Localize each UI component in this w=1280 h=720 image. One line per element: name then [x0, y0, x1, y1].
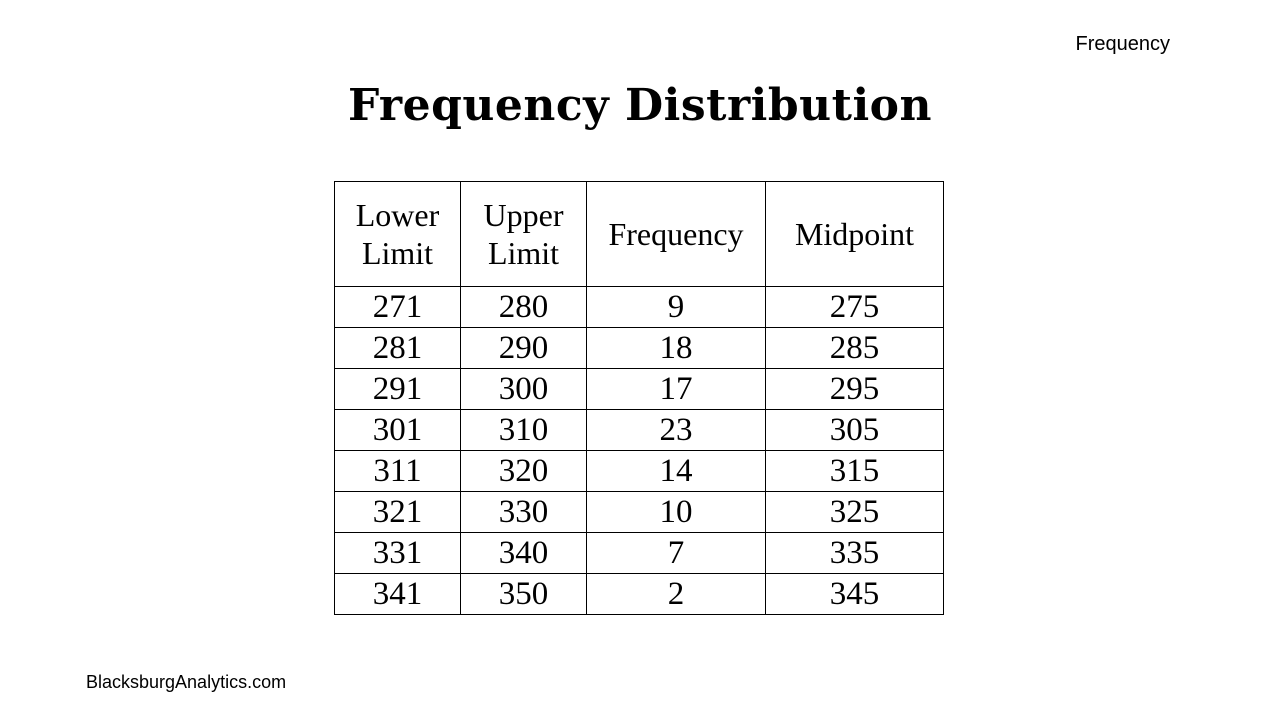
cell-frequency: 18 — [587, 328, 766, 369]
cell-lower-limit: 331 — [335, 533, 461, 574]
header-text: Limit — [361, 235, 434, 271]
table-row — [335, 451, 944, 492]
cell-lower-limit: 321 — [335, 492, 461, 533]
cell-upper-limit: 290 — [461, 328, 587, 369]
header-text: Lower — [355, 197, 440, 233]
frequency-table — [334, 181, 944, 615]
column-header-midpoint — [766, 182, 944, 287]
table-row — [335, 492, 944, 533]
table-row — [335, 410, 944, 451]
table-body — [335, 287, 944, 615]
cell-midpoint: 345 — [766, 574, 944, 615]
cell-lower-limit: 311 — [335, 451, 461, 492]
cell-frequency: 17 — [587, 369, 766, 410]
cell-upper-limit: 330 — [461, 492, 587, 533]
header-text: Frequency — [608, 216, 744, 252]
cell-lower-limit: 271 — [335, 287, 461, 328]
header-text: Limit — [487, 235, 560, 271]
header-text: Upper — [483, 197, 564, 233]
cell-frequency: 14 — [587, 451, 766, 492]
table-row — [335, 328, 944, 369]
cell-upper-limit: 350 — [461, 574, 587, 615]
cell-lower-limit: 281 — [335, 328, 461, 369]
cell-lower-limit: 301 — [335, 410, 461, 451]
cell-frequency: 7 — [587, 533, 766, 574]
corner-label: Frequency — [1075, 33, 1170, 55]
cell-frequency: 10 — [587, 492, 766, 533]
table-row — [335, 533, 944, 574]
cell-frequency: 9 — [587, 287, 766, 328]
cell-upper-limit: 320 — [461, 451, 587, 492]
column-header-lower-limit — [335, 182, 461, 287]
cell-midpoint: 285 — [766, 328, 944, 369]
column-header-frequency — [587, 182, 766, 287]
cell-upper-limit: 280 — [461, 287, 587, 328]
cell-lower-limit: 341 — [335, 574, 461, 615]
cell-midpoint: 275 — [766, 287, 944, 328]
table-row — [335, 369, 944, 410]
footer-website: BlacksburgAnalytics.com — [86, 672, 287, 692]
cell-midpoint: 315 — [766, 451, 944, 492]
cell-upper-limit: 300 — [461, 369, 587, 410]
page-title: Frequency Distribution — [347, 80, 933, 131]
cell-midpoint: 335 — [766, 533, 944, 574]
cell-frequency: 23 — [587, 410, 766, 451]
header-text: Midpoint — [794, 216, 915, 252]
column-header-upper-limit — [461, 182, 587, 287]
table-row — [335, 574, 944, 615]
cell-midpoint: 295 — [766, 369, 944, 410]
cell-midpoint: 325 — [766, 492, 944, 533]
cell-lower-limit: 291 — [335, 369, 461, 410]
table-row — [335, 287, 944, 328]
cell-midpoint: 305 — [766, 410, 944, 451]
cell-frequency: 2 — [587, 574, 766, 615]
cell-upper-limit: 310 — [461, 410, 587, 451]
cell-upper-limit: 340 — [461, 533, 587, 574]
header-row — [335, 182, 944, 287]
table-header — [335, 182, 944, 287]
